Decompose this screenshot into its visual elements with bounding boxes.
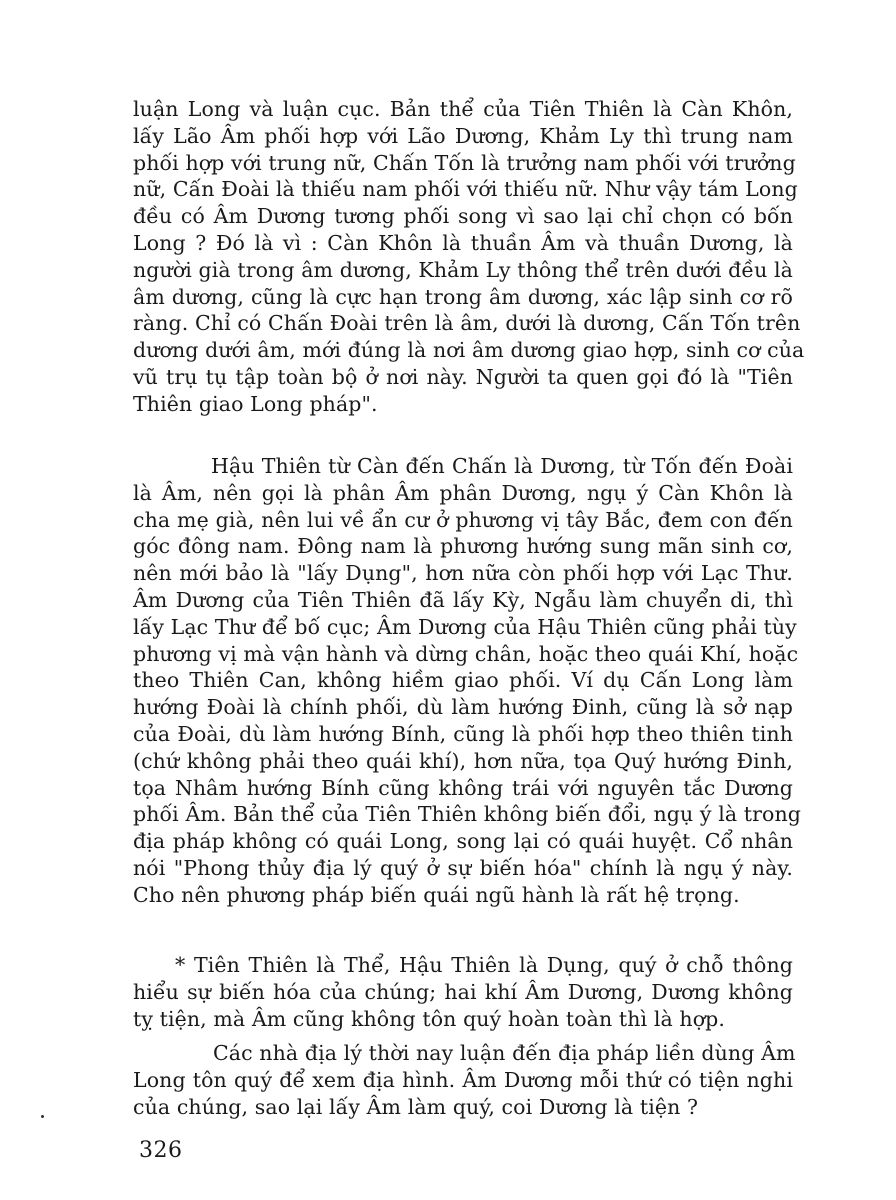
text-line: hướng Đoài là chính phối, dù làm hướng Đinh, cũng là sở nạp (133, 695, 793, 720)
text-line: lấy Lạc Thư để bố cục; Âm Dương của Hậu Thiên cũng phải tùy (133, 614, 797, 639)
text-line: nên mới bảo là "lấy Dụng", hơn nữa còn phối hợp với Lạc Thư. (133, 561, 793, 586)
paragraph-1 (133, 96, 805, 418)
text-line: cha mẹ già, nên lui về ẩn cư ở phương vị tây Bắc, đem con đến (133, 507, 793, 532)
text-line: Thiên giao Long pháp". (133, 391, 378, 416)
text-line: địa pháp không có quái Long, song lại có quái huyệt. Cổ nhân (133, 829, 793, 854)
text-line: * Tiên Thiên là Thể, Hậu Thiên là Dụng, quý ở chỗ thông (175, 953, 793, 977)
text-line: phương vị mà vận hành và dừng chân, hoặc theo quái Khí, hoặc (133, 641, 799, 666)
text-line: là Âm, nên gọi là phân Âm phân Dương, ngụ ý Càn Khôn là (133, 480, 793, 505)
text-line: của chúng, sao lại lấy Âm làm quý, coi Dương là tiện ? (133, 1094, 699, 1119)
text-line: hiểu sự biến hóa của chúng; hai khí Âm Dương, Dương không (133, 979, 793, 1004)
page-number: 326 (139, 1138, 183, 1163)
text-line: theo Thiên Can, không hiềm giao phối. Ví dụ Cấn Long làm (133, 668, 793, 693)
text-line: vũ trụ tụ tập toàn bộ ở nơi này. Người ta quen gọi đó là "Tiên (133, 364, 793, 389)
text-line: người già trong âm dương, Khảm Ly thông thể trên dưới đều là (133, 257, 793, 282)
text-line: phối Âm. Bản thể của Tiên Thiên không biến đổi, ngụ ý là trong (133, 802, 801, 827)
text-line: Long ? Đó là vì : Càn Khôn là thuần Âm và thuần Dương, là (133, 230, 793, 255)
text-line: ràng. Chỉ có Chấn Đoài trên là âm, dưới là dương, Cấn Tốn trên (133, 311, 801, 336)
text-line: Các nhà địa lý thời nay luận đến địa pháp liền dùng Âm (213, 1041, 796, 1065)
text-line: của Đoài, dù làm hướng Bính, cũng là phối hợp theo thiên tinh (133, 721, 793, 746)
text-line: nữ, Cấn Đoài là thiếu nam phối với thiếu nữ. Như vậy tám Long (133, 177, 798, 202)
text-line: đều có Âm Dương tương phối song vì sao lại chỉ chọn có bốn (133, 204, 793, 229)
text-line: Cho nên phương pháp biến quái ngũ hành là rất hệ trọng. (133, 882, 740, 907)
scan-speck (41, 1115, 44, 1118)
paragraph-2 (133, 453, 801, 909)
text-line: âm dương, cũng là cực hạn trong âm dương, xác lập sinh cơ rõ (133, 284, 793, 309)
text-line: dương dưới âm, mới đúng là nơi âm dương giao hợp, sinh cơ của (133, 338, 805, 363)
text-line: (chứ không phải theo quái khí), hơn nữa, tọa Quý hướng Đinh, (133, 748, 793, 773)
paragraph-3-note (133, 952, 793, 1032)
text-line: góc đông nam. Đông nam là phương hướng sung mãn sinh cơ, (133, 534, 793, 559)
text-line: Long tôn quý để xem địa hình. Âm Dương mỗi thứ có tiện nghi (133, 1067, 793, 1092)
text-line: tọa Nhâm hướng Bính cũng không trái với nguyên tắc Dương (133, 775, 793, 800)
text-line: lấy Lão Âm phối hợp với Lão Dương, Khảm Ly thì trung nam (133, 123, 793, 148)
text-line: luận Long và luận cục. Bản thể của Tiên Thiên là Càn Khôn, (133, 97, 793, 121)
text-line: nói "Phong thủy địa lý quý ở sự biến hóa" chính là ngụ ý này. (133, 855, 793, 880)
paragraph-4 (133, 1040, 796, 1120)
text-line: tỵ tiện, mà Âm cũng không tôn quý hoàn toàn thì là hợp. (133, 1006, 725, 1031)
text-line: Hậu Thiên từ Càn đến Chấn là Dương, từ Tốn đến Đoài (211, 454, 793, 478)
text-line: phối hợp với trung nữ, Chấn Tốn là trưởng nam phối với trưởng (133, 150, 796, 175)
text-line: Âm Dương của Tiên Thiên đã lấy Kỳ, Ngẫu làm chuyển di, thì (133, 587, 793, 612)
